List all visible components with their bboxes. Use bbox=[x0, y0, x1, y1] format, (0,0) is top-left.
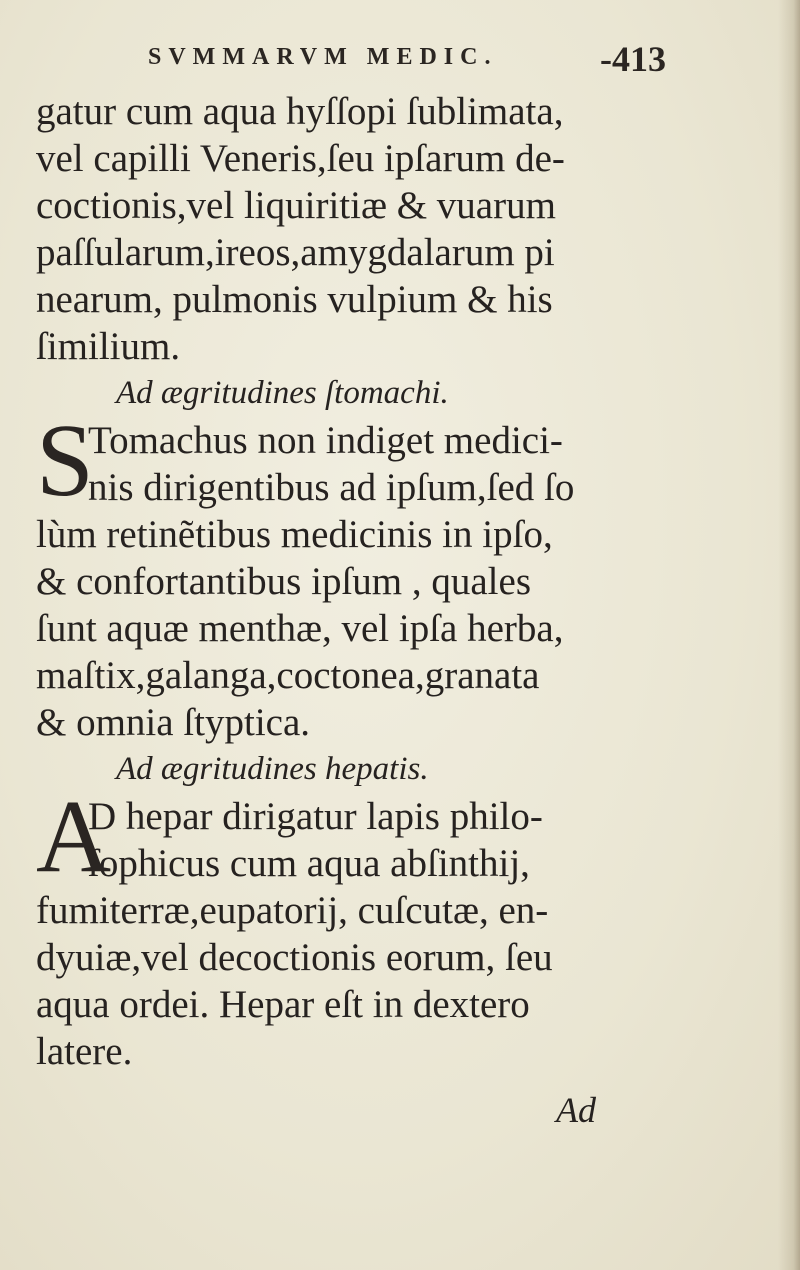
page-body bbox=[36, 88, 636, 1134]
paragraph-1 bbox=[36, 88, 636, 370]
text-line: vel capilli Veneris,ſeu ipſarum de- bbox=[36, 137, 565, 180]
text-line: nearum, pulmonis vulpium & his bbox=[36, 278, 553, 321]
text-line: paſſularum,ireos,amygdalarum pi bbox=[36, 231, 555, 274]
section-heading-liver: Ad ægritudines hepatis. bbox=[116, 751, 429, 787]
text-line: Tomachus non indiget medici- bbox=[88, 419, 563, 462]
text-line: lùm retinẽtibus medicinis in ipſo, bbox=[36, 513, 553, 556]
catchword: Ad bbox=[556, 1090, 596, 1130]
drop-cap: S bbox=[36, 403, 94, 518]
text-line: latere. bbox=[36, 1030, 133, 1073]
text-line: nis dirigentibus ad ipſum,ſed ſo bbox=[88, 466, 575, 509]
text-line: dyuiæ,vel decoctionis eorum, ſeu bbox=[36, 936, 553, 979]
running-head: SVMMARVM MEDIC. bbox=[148, 44, 498, 70]
text-line: coctionis,vel liquiritiæ & vuarum bbox=[36, 184, 556, 227]
text-line: aqua ordei. Hepar eſt in dextero bbox=[36, 983, 530, 1026]
text-line: & omnia ſtyptica. bbox=[36, 701, 311, 744]
text-line: ſimilium. bbox=[36, 325, 181, 368]
text-line: fumiterræ,eupatorij, cuſcutæ, en- bbox=[36, 889, 549, 932]
drop-cap: A bbox=[36, 779, 112, 894]
paragraph-2 bbox=[36, 403, 636, 746]
text-line: & confortantibus ipſum , quales bbox=[36, 560, 532, 603]
page-edge-shadow bbox=[778, 0, 800, 1270]
text-line: maſtix,galanga,coctonea,granata bbox=[36, 654, 540, 697]
text-line: gatur cum aqua hyſſopi ſublimata, bbox=[36, 90, 564, 133]
text-line: ſunt aquæ menthæ, vel ipſa herba, bbox=[36, 607, 564, 650]
page-number: -413 bbox=[600, 39, 666, 79]
page-header bbox=[148, 40, 708, 80]
section-heading-stomach: Ad ægritudines ſtomachi. bbox=[116, 375, 449, 411]
text-line: ſophicus cum aqua abſinthij, bbox=[88, 842, 530, 885]
paragraph-3 bbox=[36, 779, 636, 1075]
text-line: D hepar dirigatur lapis philo- bbox=[88, 795, 543, 838]
